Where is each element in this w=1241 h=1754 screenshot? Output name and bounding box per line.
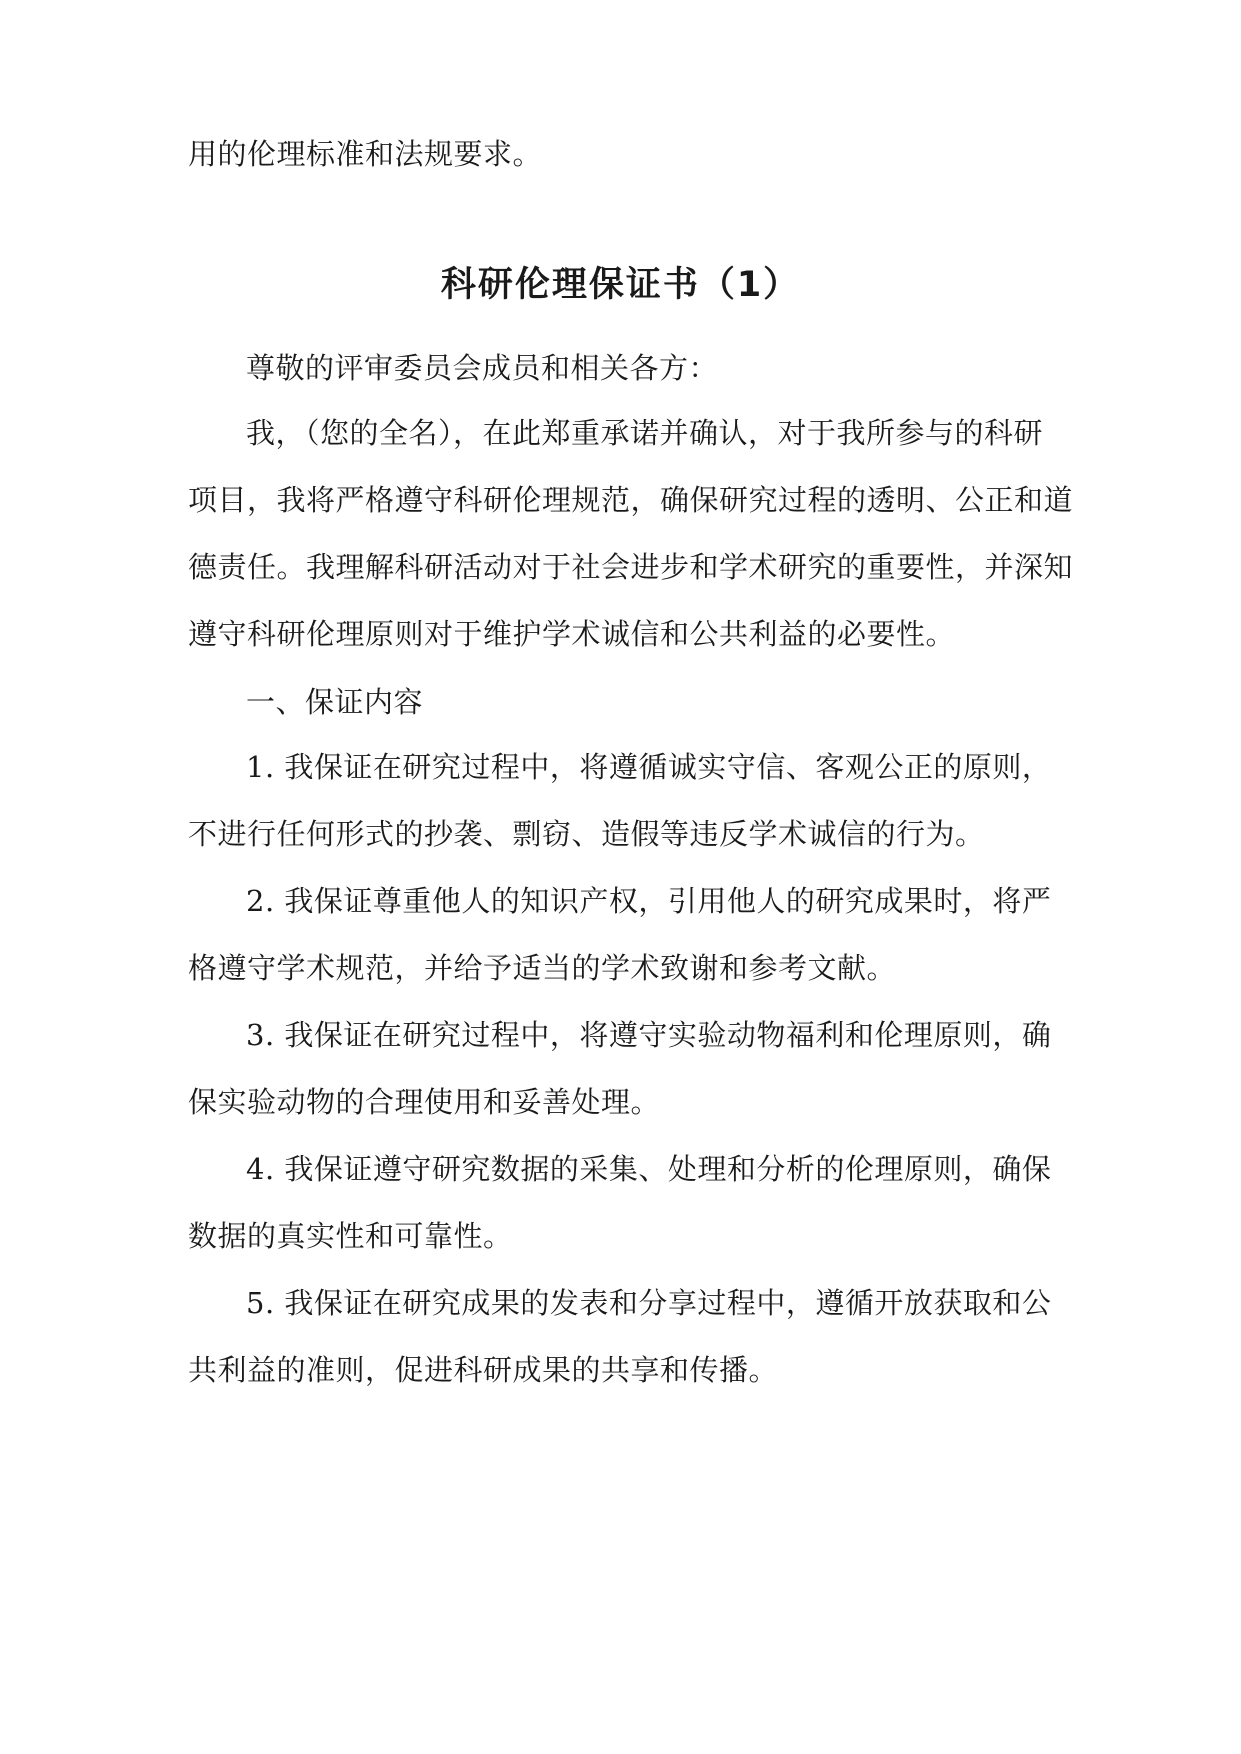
intro-line-1: 我，（您的全名），在此郑重承诺并确认，对于我所参与的科研 [246,416,1044,450]
section-heading: 一、保证内容 [246,685,424,719]
item-2-line-1: 2. 我保证尊重他人的知识产权，引用他人的研究成果时，将严 [246,884,1052,918]
intro-line-2: 项目，我将严格遵守科研伦理规范，确保研究过程的透明、公正和道 [188,483,1074,517]
item-5-line-2: 共利益的准则，促进科研成果的共享和传播。 [188,1353,779,1387]
continuation-text: 用的伦理标准和法规要求。 [188,137,543,171]
item-4-line-1: 4. 我保证遵守研究数据的采集、处理和分析的伦理原则，确保 [246,1152,1052,1186]
item-2-line-2: 格遵守学术规范，并给予适当的学术致谢和参考文献。 [188,951,897,985]
item-5-line-1: 5. 我保证在研究成果的发表和分享过程中，遵循开放获取和公 [246,1286,1052,1320]
page-title: 科研伦理保证书（1） [440,265,801,305]
salutation: 尊敬的评审委员会成员和相关各方： [246,351,719,385]
intro-line-4: 遵守科研伦理原则对于维护学术诚信和公共利益的必要性。 [188,617,956,651]
item-1-line-2: 不进行任何形式的抄袭、剽窃、造假等违反学术诚信的行为。 [188,817,985,851]
item-1-line-1: 1. 我保证在研究过程中，将遵循诚实守信、客观公正的原则， [246,750,1052,784]
intro-line-3: 德责任。我理解科研活动对于社会进步和学术研究的重要性，并深知 [188,550,1074,584]
item-3-line-1: 3. 我保证在研究过程中，将遵守实验动物福利和伦理原则，确 [246,1018,1052,1052]
item-3-line-2: 保实验动物的合理使用和妥善处理。 [188,1085,661,1119]
item-4-line-2: 数据的真实性和可靠性。 [188,1219,513,1253]
